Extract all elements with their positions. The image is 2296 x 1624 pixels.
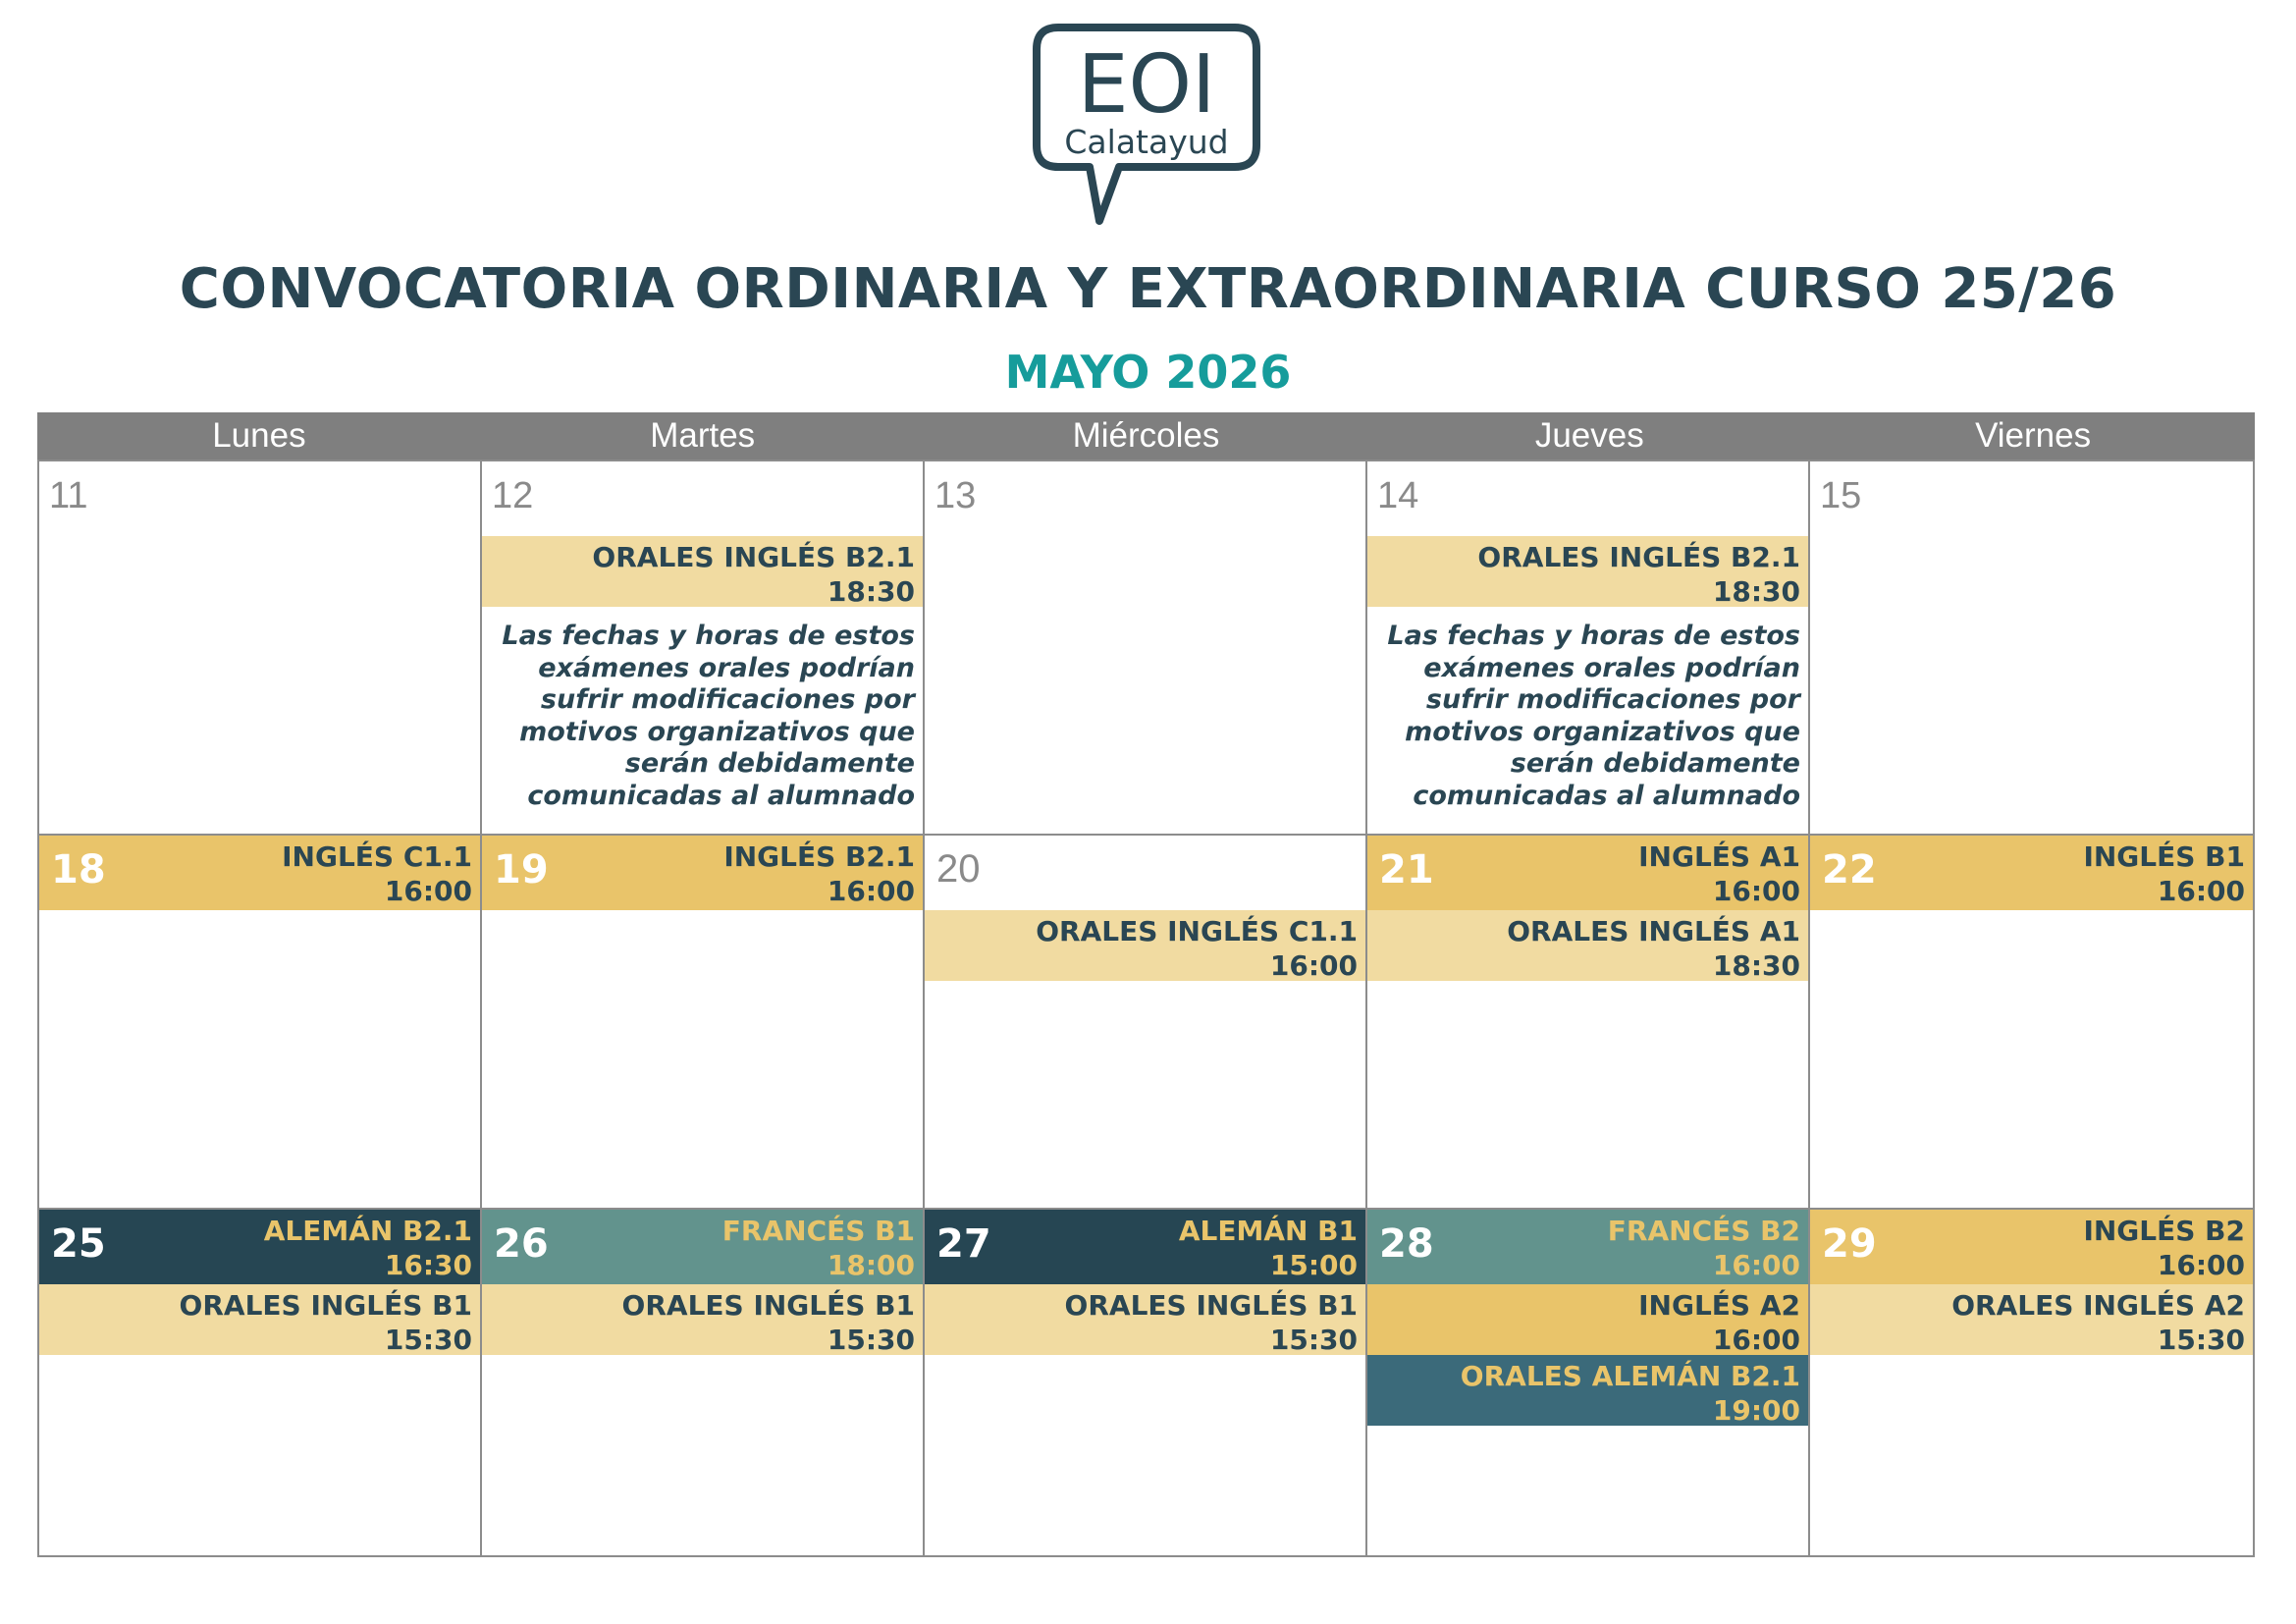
exam-name: INGLÉS A1 [1638, 840, 1800, 873]
day-cell-21 [1367, 836, 1810, 1210]
exam-time: 16:00 [1712, 1249, 1800, 1281]
day-number: 14 [1377, 475, 1419, 516]
exam-band [925, 1210, 1365, 1284]
day-cell-26 [482, 1210, 925, 1555]
month-title: MAYO 2026 [1004, 346, 1292, 399]
exam-time: 16:00 [384, 875, 472, 907]
exam-time: 16:30 [384, 1249, 472, 1281]
exam-name: ORALES INGLÉS A1 [1507, 915, 1800, 947]
eoi-calatayud-logo [1029, 20, 1264, 231]
exam-time: 18:30 [1712, 949, 1800, 982]
weekday-thursday: Jueves [1534, 416, 1644, 455]
exam-time: 18:30 [827, 575, 915, 608]
exam-event [925, 1284, 1365, 1355]
exam-time: 15:30 [1269, 1324, 1358, 1356]
disclaimer-note: Las fechas y horas de estos exámenes orales podrían sufrir modificaciones por motivos organizativos que serán debidamente comunicadas al alumnado [502, 621, 915, 811]
day-cell-15 [1810, 461, 2253, 836]
exam-band [1367, 1210, 1808, 1284]
day-number: 13 [934, 475, 977, 516]
day-header [925, 836, 1365, 910]
day-cell-28 [1367, 1210, 1810, 1555]
exam-name: ALEMÁN B1 [1178, 1215, 1358, 1247]
exam-time: 15:30 [827, 1324, 915, 1356]
day-cell-27 [925, 1210, 1367, 1555]
exam-name: ORALES INGLÉS B2.1 [592, 541, 915, 573]
exam-time: 16:00 [1712, 1324, 1800, 1356]
day-cell-12 [482, 461, 925, 836]
exam-name: ORALES INGLÉS C1.1 [1036, 915, 1358, 947]
exam-name: INGLÉS A2 [1638, 1289, 1800, 1322]
exam-time: 18:30 [1712, 575, 1800, 608]
exam-name: ORALES INGLÉS B1 [621, 1289, 915, 1322]
exam-time: 16:00 [2157, 1249, 2245, 1281]
day-number: 22 [1822, 847, 1877, 893]
logo-main-text: EOI [1077, 38, 1216, 132]
day-cell-25 [39, 1210, 482, 1555]
disclaimer-note: Las fechas y horas de estos exámenes orales podrían sufrir modificaciones por motivos organizativos que serán debidamente comunicadas al alumnado [1387, 621, 1800, 811]
exam-name: FRANCÉS B1 [721, 1215, 915, 1247]
exam-time: 16:00 [1269, 949, 1358, 982]
exam-band [482, 836, 923, 910]
day-number: 26 [494, 1221, 549, 1267]
exam-time: 18:00 [827, 1249, 915, 1281]
day-number: 15 [1820, 475, 1862, 516]
day-number: 25 [51, 1221, 106, 1267]
day-number: 18 [51, 847, 106, 893]
exam-event [1367, 1355, 1808, 1426]
calendar [37, 412, 2255, 1557]
exam-event [482, 536, 923, 607]
exam-time: 16:00 [2157, 875, 2245, 907]
exam-time: 15:30 [384, 1324, 472, 1356]
exam-band [482, 1210, 923, 1284]
exam-name: INGLÉS B2 [2083, 1215, 2245, 1247]
exam-name: ALEMÁN B2.1 [263, 1215, 472, 1247]
exam-time: 16:00 [1712, 875, 1800, 907]
day-cell-29 [1810, 1210, 2253, 1555]
exam-time: 15:30 [2157, 1324, 2245, 1356]
weekday-friday: Viernes [1975, 416, 2092, 455]
day-number: 21 [1379, 847, 1434, 893]
exam-name: ORALES INGLÉS A2 [1951, 1289, 2245, 1322]
day-number: 19 [494, 847, 549, 893]
exam-event [1367, 1284, 1808, 1355]
logo-speech-bubble-icon [1029, 20, 1264, 231]
exam-event [1367, 536, 1808, 607]
exam-name: ORALES INGLÉS B1 [1064, 1289, 1358, 1322]
day-cell-11 [39, 461, 482, 836]
exam-time: 19:00 [1712, 1394, 1800, 1427]
day-number: 27 [936, 1221, 991, 1267]
day-cell-20 [925, 836, 1367, 1210]
exam-band [39, 1210, 480, 1284]
exam-name: INGLÉS B2.1 [723, 840, 915, 873]
exam-event [482, 1284, 923, 1355]
exam-event [1367, 910, 1808, 981]
weekday-tuesday: Martes [650, 416, 756, 455]
exam-name: ORALES INGLÉS B2.1 [1477, 541, 1800, 573]
day-cell-19 [482, 836, 925, 1210]
day-number: 20 [936, 847, 981, 891]
exam-event [39, 1284, 480, 1355]
exam-time: 16:00 [827, 875, 915, 907]
day-number: 11 [49, 475, 88, 516]
day-number: 29 [1822, 1221, 1877, 1267]
exam-name: ORALES INGLÉS B1 [179, 1289, 472, 1322]
day-number: 28 [1379, 1221, 1434, 1267]
exam-band [1367, 836, 1808, 910]
exam-name: ORALES ALEMÁN B2.1 [1460, 1360, 1800, 1392]
weekday-header [37, 412, 2255, 460]
calendar-grid [37, 460, 2255, 1557]
day-number: 12 [492, 475, 534, 516]
exam-time: 15:00 [1269, 1249, 1358, 1281]
day-cell-13 [925, 461, 1367, 836]
exam-band [39, 836, 480, 910]
day-cell-18 [39, 836, 482, 1210]
exam-name: INGLÉS C1.1 [282, 840, 472, 873]
exam-band [1810, 1210, 2253, 1284]
exam-name: FRANCÉS B2 [1607, 1215, 1800, 1247]
weekday-wednesday: Miércoles [1072, 416, 1220, 455]
exam-band [1810, 836, 2253, 910]
weekday-monday: Lunes [212, 416, 306, 455]
exam-name: INGLÉS B1 [2083, 840, 2245, 873]
exam-event [1810, 1284, 2253, 1355]
exam-event [925, 910, 1365, 981]
day-cell-22 [1810, 836, 2253, 1210]
day-cell-14 [1367, 461, 1810, 836]
logo-sub-text: Calatayud [1064, 123, 1229, 161]
page-title: CONVOCATORIA ORDINARIA Y EXTRAORDINARIA CURSO 25/26 [179, 257, 2117, 321]
